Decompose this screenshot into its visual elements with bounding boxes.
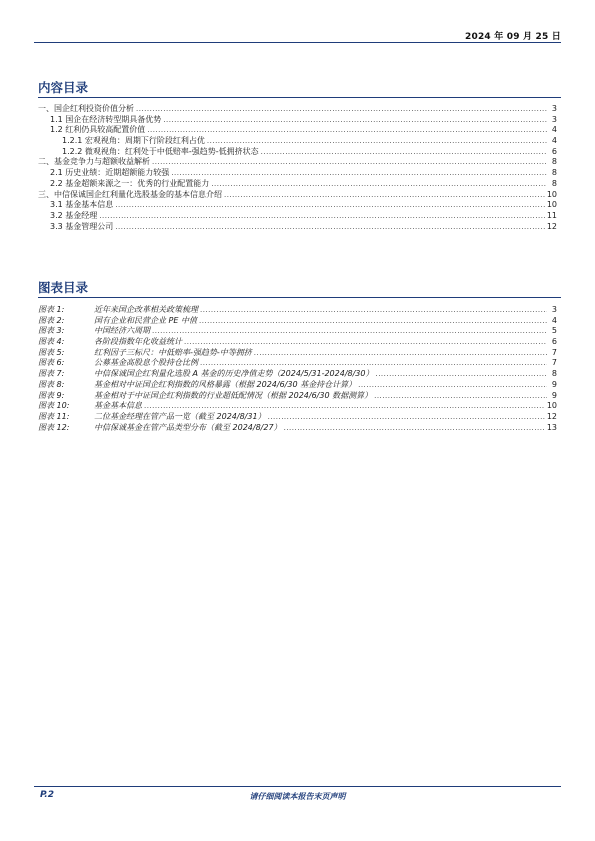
figure-entry-number: 图表 5:: [38, 347, 65, 357]
toc-entry[interactable]: [38, 156, 557, 167]
figure-entry-number: 图表 1:: [38, 305, 65, 314]
dot-leader: [136, 105, 547, 113]
figure-entry-text: 近年来国企改革相关政策梳理: [94, 305, 198, 314]
figure-entry-label: [38, 315, 197, 326]
figure-entry-text: 公募基金高股息个股持仓比例: [94, 358, 198, 368]
report-date: 2024 年 09 月 25 日: [465, 32, 561, 42]
dot-leader: [284, 424, 545, 432]
page-ref: 7: [551, 358, 557, 368]
page-ref: 5: [551, 326, 557, 336]
figure-entry[interactable]: [38, 422, 557, 433]
dot-leader: [163, 116, 547, 124]
toc-entry-label: 1.2 红利仍具较高配置价值: [50, 125, 146, 135]
toc-entry-label: 1.2.2 微观视角：红利处于中低赔率-强趋势-低拥挤状态: [62, 146, 259, 156]
figure-entry-label: [38, 368, 373, 379]
toc-title: 内容目录: [38, 80, 89, 95]
page-ref: 6: [551, 337, 557, 347]
figure-entry[interactable]: [38, 336, 557, 347]
page-ref: 6: [551, 146, 557, 156]
figure-entry-label: [38, 347, 252, 358]
figure-entry-text: 各阶段指数年化收益统计: [94, 337, 182, 347]
toc-entry-label: 2.2 基金超额来源之一：优秀的行业配置能力: [50, 178, 210, 188]
page-ref: 7: [551, 347, 557, 357]
footer-divider: [34, 786, 561, 787]
toc-entry-label: 3.3 基金管理公司: [50, 221, 114, 231]
page-ref: 13: [546, 422, 557, 432]
page-ref: 8: [551, 178, 557, 188]
figure-entry-text: 中信保诚国企红利量化选股 A 基金的历史净值走势（2024/5/31-2024/8/30）: [94, 369, 374, 379]
toc-list: [38, 103, 557, 231]
dot-leader: [152, 158, 547, 166]
toc-entry-label: 3.2 基金经理: [50, 210, 98, 220]
page-ref: 8: [551, 168, 557, 178]
dot-leader: [171, 169, 547, 177]
toc-entry-label: 1.2.1 宏观视角：周期下行阶段红利占优: [62, 136, 205, 146]
figure-entry-number: 图表 9:: [38, 390, 65, 400]
dot-leader: [358, 381, 547, 389]
figure-entry-text: 红利因子三标尺：中低赔率-强趋势-中等拥挤: [94, 347, 252, 357]
toc-entry[interactable]: [38, 199, 557, 210]
dot-leader: [199, 317, 547, 325]
page-ref: 12: [546, 221, 557, 231]
figure-entry-text: 中信保诚基金在管产品类型分布（截至 2024/8/27）: [94, 422, 282, 432]
toc-entry-label: 三、中信保诚国企红利量化选股基金的基本信息介绍: [38, 189, 222, 199]
toc-entry-label: 3.1 基金基本信息: [50, 200, 114, 210]
page-ref: 3: [551, 114, 557, 124]
page-ref: 11: [546, 210, 557, 220]
figures-title-divider: [38, 297, 561, 298]
figure-entry-number: 图表 4:: [38, 337, 65, 347]
dot-leader: [268, 413, 545, 421]
toc-entry[interactable]: [38, 146, 557, 157]
figure-entry-label: [38, 390, 372, 401]
toc-entry[interactable]: [38, 221, 557, 232]
dot-leader: [211, 180, 547, 188]
figure-entry-text: 基金相对中证国企红利指数的风格暴露（根据 2024/6/30 基金持仓计算）: [94, 379, 357, 389]
figure-entry-text: 二位基金经理在管产品一览（截至 2024/8/31）: [94, 411, 266, 421]
figure-entry[interactable]: [38, 390, 557, 401]
page-number: P.2: [40, 790, 54, 800]
figures-list: [38, 304, 557, 432]
figure-entry-label: [38, 400, 142, 411]
dot-leader: [254, 349, 547, 357]
page-ref: 3: [551, 305, 557, 314]
figure-entry-text: 国有企业和民营企业 PE 中值: [94, 315, 197, 325]
page-ref: 4: [551, 136, 557, 146]
toc-entry-label: 1.1 国企在经济转型期具备优势: [50, 114, 162, 124]
toc-entry[interactable]: [38, 124, 557, 135]
toc-entry[interactable]: [38, 210, 557, 221]
page-ref: 9: [551, 390, 557, 400]
toc-entry-label: 2.1 历史业绩：近期超额能力较强: [50, 168, 170, 178]
figure-entry-number: 图表 3:: [38, 326, 65, 336]
figure-entry[interactable]: [38, 368, 557, 379]
dot-leader: [152, 327, 547, 335]
figure-entry[interactable]: [38, 411, 557, 422]
figure-entry-label: [38, 357, 198, 368]
toc-entry-label: 二、基金竞争力与超额收益解析: [38, 157, 150, 167]
toc-entry[interactable]: [38, 103, 557, 114]
toc-entry[interactable]: [38, 178, 557, 189]
figure-entry-label: [38, 336, 182, 347]
figure-entry-number: 图表 10:: [38, 401, 70, 411]
dot-leader: [207, 137, 547, 145]
figure-entry-label: [38, 422, 282, 433]
page-ref: 10: [546, 189, 557, 199]
figure-entry[interactable]: [38, 304, 557, 315]
figure-entry-number: 图表 6:: [38, 358, 65, 368]
figure-entry-label: [38, 304, 198, 315]
dot-leader: [147, 126, 547, 134]
toc-title-divider: [38, 97, 561, 98]
figure-entry-text: 中国经济六周期: [94, 326, 150, 336]
page-ref: 3: [551, 104, 557, 113]
page-ref: 8: [551, 157, 557, 167]
figure-entry[interactable]: [38, 357, 557, 368]
figure-entry-number: 图表 11:: [38, 411, 70, 421]
figure-entry-number: 图表 12:: [38, 422, 70, 432]
footer-disclaimer: 请仔细阅读本报告末页声明: [249, 792, 346, 801]
toc-entry[interactable]: [38, 135, 557, 146]
figure-entry-number: 图表 2:: [38, 315, 65, 325]
figure-entry-text: 基金相对于中证国企红利指数的行业超低配情况（根据 2024/6/30 数据测算）: [94, 390, 373, 400]
page-ref: 10: [546, 200, 557, 210]
dot-leader: [184, 338, 547, 346]
toc-entry[interactable]: [38, 189, 557, 200]
figure-entry[interactable]: [38, 379, 557, 390]
page-ref: 10: [546, 401, 557, 411]
dot-leader: [200, 306, 547, 314]
figure-entry-number: 图表 8:: [38, 379, 65, 389]
dot-leader: [374, 392, 547, 400]
dot-leader: [115, 201, 545, 209]
toc-entry[interactable]: [38, 114, 557, 125]
figure-entry[interactable]: [38, 400, 557, 411]
page-ref: 12: [546, 411, 557, 421]
toc-entry[interactable]: [38, 167, 557, 178]
dot-leader: [224, 191, 545, 199]
dot-leader: [144, 402, 545, 410]
figure-entry-text: 基金基本信息: [94, 401, 142, 411]
toc-entry-label: 一、国企红利投资价值分析: [38, 104, 134, 113]
page-ref: 8: [551, 369, 557, 379]
figure-entry[interactable]: [38, 315, 557, 326]
header-divider: [34, 42, 561, 43]
dot-leader: [375, 370, 547, 378]
dot-leader: [99, 212, 545, 220]
figure-entry-label: [38, 325, 150, 336]
figures-title: 图表目录: [38, 280, 89, 295]
page-ref: 9: [551, 379, 557, 389]
dot-leader: [261, 148, 547, 156]
dot-leader: [200, 359, 547, 367]
figure-entry-label: [38, 379, 356, 390]
figure-entry-number: 图表 7:: [38, 369, 65, 379]
figure-entry-label: [38, 411, 266, 422]
page-ref: 4: [551, 125, 557, 135]
figure-entry[interactable]: [38, 325, 557, 336]
page-ref: 4: [551, 315, 557, 325]
dot-leader: [115, 223, 545, 231]
figure-entry[interactable]: [38, 347, 557, 358]
